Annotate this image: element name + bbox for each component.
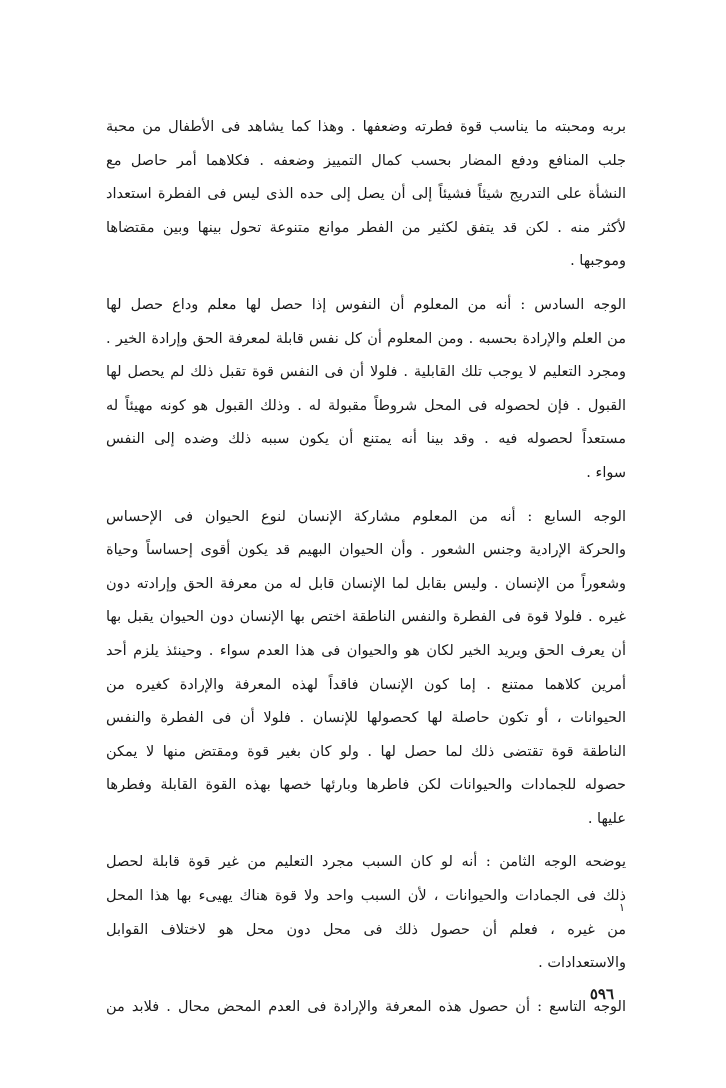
footnote-mark: ١ xyxy=(619,901,625,914)
text-line: من غيره ، فعلم أن حصول ذلك فى محل دون محل هو لاختلاف القوابل xyxy=(106,921,626,938)
paragraph-3 xyxy=(106,501,626,837)
paragraph-1 xyxy=(106,111,626,279)
text-line: أمرين كلاهما ممتنع . إما كون الإنسان فاقداً لهذه المعرفة والإرادة كغيره من xyxy=(106,676,626,693)
text-line: والحركة الإرادية وجنس الشعور . وأن الحيوان البهيم قد يكون أقوى إحساساً وحياة xyxy=(106,542,626,559)
page-number: ٥٩٦ xyxy=(589,985,614,1003)
text-line: الناطقة قوة تقتضى ذلك لما حصل لها . ولو كان بغير قوة ومقتض منها لا يمكن xyxy=(106,743,626,760)
text-line: مستعداً لحصوله فيه . وقد بينا أنه يمتنع أن يكون سببه ذلك وضده إلى النفس xyxy=(106,431,626,448)
text-line: الوجه السابع : أنه من المعلوم مشاركة الإنسان لنوع الحيوان فى الإحساس xyxy=(106,508,626,525)
text-line: الوجه السادس : أنه من المعلوم أن النفوس إذا حصل لها معلم وداع حصل لها xyxy=(106,296,626,313)
text-line: حصوله للجمادات والحيوانات لكن فاطرها وبارئها خصها بهذه القوة القابلة وفطرها xyxy=(106,777,626,794)
text-line: غيره . فلولا قوة فى الفطرة والنفس الناطقة اختص بها الإنسان دون الحيوان يقبل بها xyxy=(106,609,626,626)
text-line: لأكثر منه . لكن قد يتفق لكثير من الفطر موانع متنوعة تحول بينها وبين مقتضاها xyxy=(106,219,626,236)
text-line: والاستعدادات . xyxy=(538,955,626,972)
text-line: يوضحه الوجه الثامن : أنه لو كان السبب مجرد التعليم من غير قوة قابلة لحصل xyxy=(106,854,626,871)
text-line: بربه ومحبته ما يناسب قوة فطرته وضعفها . وهذا كما يشاهد فى الأطفال من محبة xyxy=(106,119,626,135)
text-line: النشأة على التدريج شيئاً فشيئاً إلى أن يصل إلى حده الذى ليس فى الفطرة استعداد xyxy=(106,186,626,203)
text-line: القبول . فإن لحصوله فى المحل شروطاً مقبولة له . وذلك القبول هو كونه مهيئاً له xyxy=(106,397,626,414)
paragraph-gap xyxy=(106,491,626,501)
text-line: وشعوراً من الإنسان . وليس بقابل لما الإنسان قابل له من معرفة الحق وإرادته دون xyxy=(106,575,626,592)
text-line: أن يعرف الحق ويريد الخير لكان هو والحيوان فى هذا العدم سواء . وحينئذ يلزم أحد xyxy=(106,642,626,659)
text-line: ذلك فى الجمادات والحيوانات ، لأن السبب واحد ولا قوة هناك يهيىء بها هذا المحل xyxy=(106,888,626,905)
text-line: ومجرد التعليم لا يوجب تلك القابلية . فلولا أن فى النفس قوة تقبل ذلك لم يحصل لها xyxy=(106,364,626,381)
text-line: من العلم والإرادة بحسبه . ومن المعلوم أن كل نفس قابلة لمعرفة الحق وإرادة الخير . xyxy=(106,330,626,347)
text-line: الحيوانات ، أو تكون حاصلة لها كحصولها للإنسان . فلولا أن فى الفطرة والنفس xyxy=(106,710,626,727)
text-line: جلب المنافع ودفع المضار بحسب كمال التمييز وضعفه . فكلاهما أمر حاصل مع xyxy=(106,152,626,169)
text-line: وموجبها . xyxy=(570,253,626,270)
body-text xyxy=(106,111,626,1024)
paragraph-2 xyxy=(106,289,626,491)
paragraph-4 xyxy=(106,846,626,980)
paragraph-gap xyxy=(106,836,626,846)
paragraph-gap xyxy=(106,279,626,289)
text-line: سواء . xyxy=(586,464,626,481)
text-line: عليها . xyxy=(587,810,626,827)
text-line: الوجه التاسع : أن حصول هذه المعرفة والإرادة فى العدم المحض محال . فلابد من xyxy=(106,998,626,1015)
